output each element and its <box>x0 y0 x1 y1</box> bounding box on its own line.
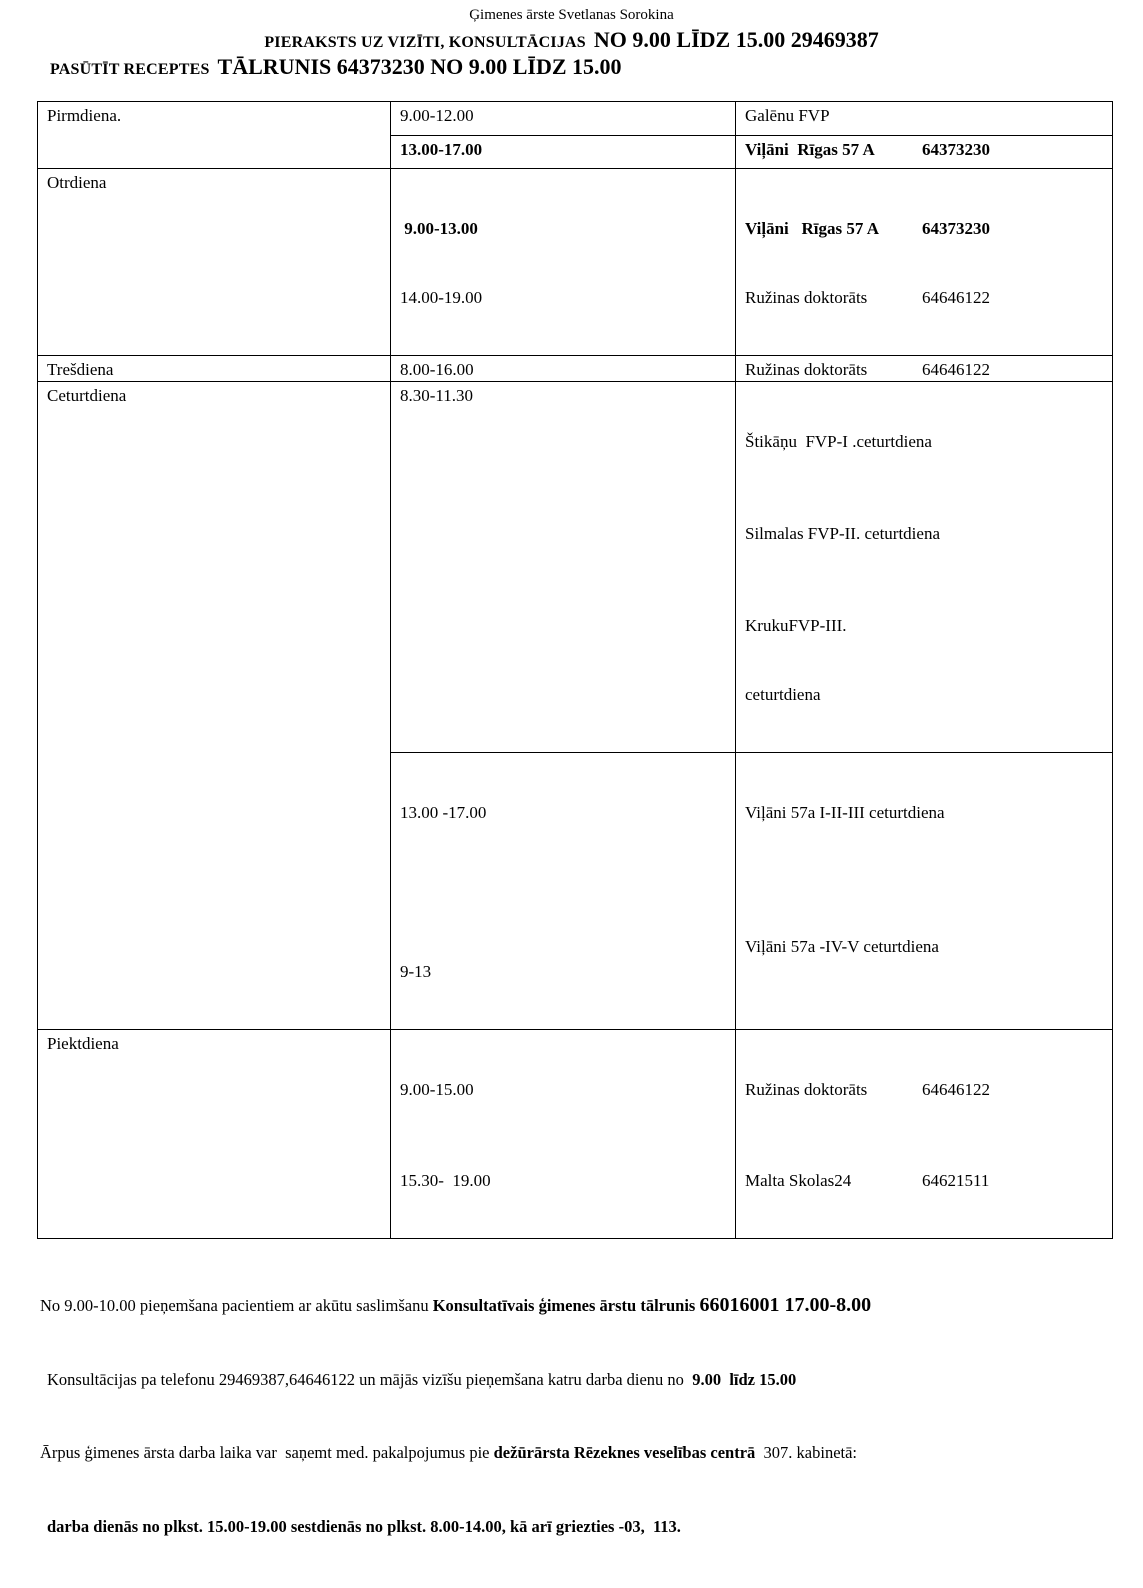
time-cell-tuesday <box>391 169 736 356</box>
footer-note-phone-consultations <box>40 1368 1143 1393</box>
location-cell-wednesday <box>736 356 1113 382</box>
footer-note-after-hours <box>40 1441 1143 1466</box>
consult-phone-label: Konsultatīvais ģimenes ārstu tālrunis <box>432 1296 700 1315</box>
location-cell-friday <box>736 1030 1113 1239</box>
note-text-tail: 307. kabinetā: <box>755 1443 858 1462</box>
appointments-header <box>0 27 1143 53</box>
phone-number: 64621511 <box>922 1171 990 1190</box>
doctor-name: Ģimenes ārste Svetlanas Sorokina <box>469 7 674 23</box>
note-text: Konsultācijas pa telefonu 29469387,64646122 un mājās vizīšu pieņemšana katru darba dienu no <box>47 1369 693 1389</box>
time-line-1: 9.00-13.00 <box>400 219 478 238</box>
phone-number: 64646122 <box>922 360 990 379</box>
day-cell-thursday: Ceturtdiena <box>38 382 391 1030</box>
location-name: Malta Skolas24 <box>745 1171 852 1190</box>
location-name: Ružinas doktorāts <box>745 360 868 379</box>
note-text: Ārpus ģimenes ārsta darba laika var saņemt med. pakalpojumus pie <box>40 1443 494 1462</box>
location-line-2: Silmalas FVP-II. ceturtdiena <box>745 524 940 543</box>
prescriptions-label: PASŪTĪT RECEPTES <box>50 61 210 78</box>
location-name: Ružinas doktorāts <box>745 288 868 307</box>
day-cell-monday: Pirmdiena. <box>38 102 391 169</box>
consult-phone-number: 66016001 17.00-8.00 <box>699 1294 872 1316</box>
time-cell-friday <box>391 1030 736 1239</box>
schedule-table <box>37 101 1113 1239</box>
location-line-4: ceturtdiena <box>745 685 821 704</box>
location-line-1 <box>745 217 1106 240</box>
footer-notes <box>40 1244 1143 1588</box>
location-name: Ružinas doktorāts <box>745 1080 868 1099</box>
location-line-1: Viļāni 57a I-II-III ceturtdiena <box>745 803 945 822</box>
duty-doctor-location: dežūrārsta Rēzeknes veselības centrā <box>493 1443 756 1462</box>
note-text: No 9.00-10.00 pieņemšana pacientiem ar akūtu saslimšanu <box>40 1296 433 1315</box>
location-line-3: KrukuFVP-III. <box>745 616 847 635</box>
location-line-1: Štikāņu FVP-I .ceturtdiena <box>745 432 932 451</box>
footer-note-duty-hours: darba dienās no plkst. 15.00-19.00 sestdienās no plkst. 8.00-14.00, kā arī griezties -03, 113. <box>47 1516 681 1536</box>
location-line-2 <box>745 286 1106 309</box>
day-cell-tuesday: Otrdiena <box>38 169 391 356</box>
prescriptions-header <box>0 54 1143 80</box>
table-row-wednesday <box>38 356 1113 382</box>
phone-number: 64646122 <box>922 1080 990 1099</box>
phone-number: 64373230 <box>922 219 990 238</box>
table-row-thursday-morning <box>38 382 1113 753</box>
time-cell-thursday-morning: 8.30-11.30 <box>391 382 736 753</box>
prescriptions-phone-hours: TĀLRUNIS 64373230 NO 9.00 LĪDZ 15.00 <box>217 54 622 79</box>
time-cell-monday-1: 9.00-12.00 <box>391 102 736 136</box>
footer-note-acute-patients <box>40 1293 1143 1319</box>
day-cell-wednesday: Trešdiena <box>38 356 391 382</box>
location-line-2: Viļāni 57a -IV-V ceturtdiena <box>745 937 939 956</box>
time-cell-monday-2: 13.00-17.00 <box>391 136 736 169</box>
location-line-1 <box>745 1078 1106 1101</box>
location-cell-tuesday <box>736 169 1113 356</box>
table-row-friday <box>38 1030 1113 1239</box>
time-line-2: 14.00-19.00 <box>400 288 483 307</box>
location-name: Viļāni Rīgas 57 A <box>745 219 879 238</box>
time-cell-thursday-afternoon <box>391 753 736 1030</box>
day-cell-friday: Piektdiena <box>38 1030 391 1239</box>
time-cell-wednesday: 8.00-16.00 <box>391 356 736 382</box>
location-cell-thursday-morning <box>736 382 1113 753</box>
time-line-2: 9-13 <box>400 962 432 981</box>
location-cell-thursday-afternoon <box>736 753 1113 1030</box>
consultation-hours: 9.00 līdz 15.00 <box>692 1369 797 1389</box>
table-row-tuesday <box>38 169 1113 356</box>
location-cell-monday-1: Galēnu FVP <box>736 102 1113 136</box>
location-name: Viļāni Rīgas 57 A <box>745 140 875 159</box>
phone-number: 64646122 <box>922 288 990 307</box>
phone-number: 64373230 <box>922 140 990 159</box>
time-line-2: 15.30- 19.00 <box>400 1171 491 1190</box>
table-row-monday-1 <box>38 102 1113 136</box>
location-line-2 <box>745 1169 1106 1192</box>
location-cell-monday-2 <box>736 136 1113 169</box>
time-line-1: 9.00-15.00 <box>400 1080 474 1099</box>
time-line-1: 13.00 -17.00 <box>400 803 487 822</box>
appointments-label: PIERAKSTS UZ VIZĪTI, KONSULTĀCIJAS <box>264 34 586 51</box>
appointments-hours-phone: NO 9.00 LĪDZ 15.00 29469387 <box>593 27 879 52</box>
